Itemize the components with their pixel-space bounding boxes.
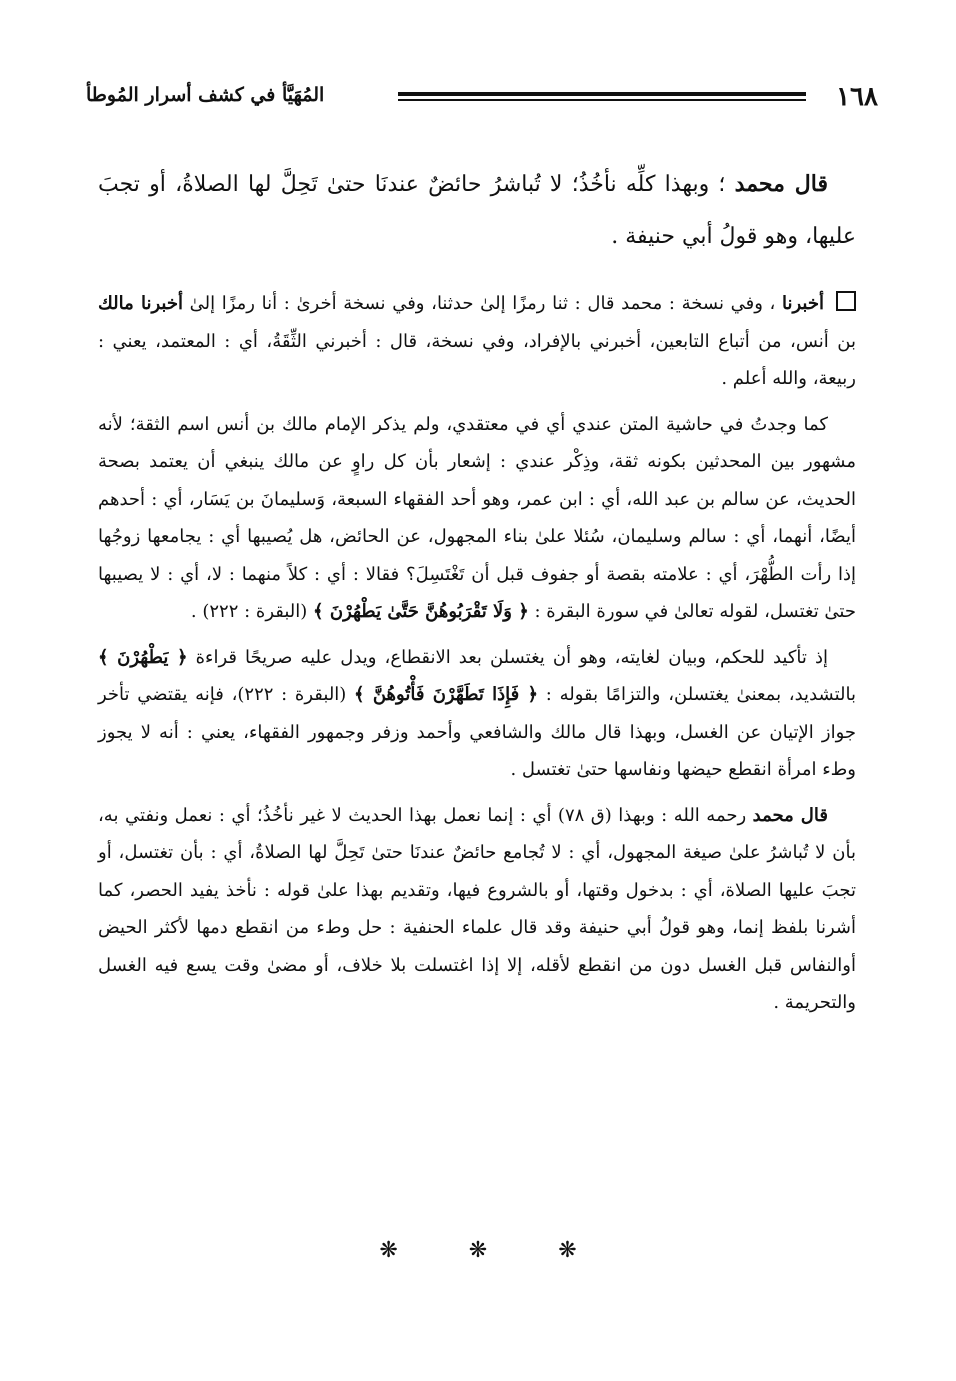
paragraph-text: إذ تأكيد للحكم، وبيان لغايته، وهو أن يغتسلن بعد الانقطاع، ويدل عليه صريحًا قراءة <box>195 646 828 668</box>
square-bullet-icon <box>836 291 856 311</box>
narration-lead: أخبرنا <box>781 293 824 314</box>
header-rule <box>398 92 806 101</box>
paragraph-commentary <box>98 797 856 1022</box>
body-text <box>98 158 856 1030</box>
paragraph-text: ، وفي نسخة : محمد قال : ثنا رمزًا إلىٰ حدثنا، وفي نسخة أخرىٰ : أنا رمزًا إلىٰ <box>189 293 776 314</box>
star-ornament-icon: ❋ <box>468 1238 488 1263</box>
speaker-lead: قال محمد <box>734 171 828 197</box>
verse-reference: (البقرة : ٢٢٢) . <box>190 601 308 622</box>
narration-lead: أخبرنا مالك <box>98 293 183 314</box>
book-title: المُهَيَّأ في كشف أسرار المُوطأ <box>86 84 325 106</box>
running-header <box>86 78 878 118</box>
star-ornament-icon: ❋ <box>379 1238 398 1263</box>
paragraph-text: (البقرة : ٢٢٢)، فإنه يقتضي تأخر جواز الإتيان عن الغسل، وبهذا قال مالك والشافعي وأحمد وزفر وجمهور الفقهاء، يعني : أنه لا يجوز وطء امرأة انقطع حيضها ونفاسها حتىٰ تغتسل . <box>98 684 856 780</box>
quran-verse: ﴿ وَلَا تَقْرَبُوهُنَّ حَتَّىٰ يَطْهُرْنَ ﴾ <box>313 601 529 622</box>
paragraph-text: ؛ وبهذا كلِّه نأخُذُ؛ لا تُباشرُ حائضٌ عندنَا حتىٰ تَحِلَّ لها الصلاةُ، أو تجبَ عليها، وهو قولُ أبي حنيفة . <box>98 172 856 249</box>
paragraph-text: رحمه الله : وبهذا (ق ٧٨) أي : إنما نعمل بهذا الحديث لا غير نأخُذُ؛ أي : نعمل ونفتي به، بأن لا تُباشرُ علىٰ صيغة المجهول، أي : لا تُجامع حائضٌ عندنَا حتىٰ تَحِلَّ لها الصلاةُ، أي : بأن تغتسل، أو تجبَ عليها الصلاة، أي : بدخول وقتها، أو بالشروع فيها، وتقديم بهذا علىٰ قوله : نأخذ يفيد الحصر، كما أشرنا بلفظ إنما، وهو قولُ أبي حنيفة وقد قال علماء الحنفية : حل وطء من انقطع دمها لأكثر الحيض أوالنفاس قبل الغسل دون من انقطع لأقله، إلا إذا اغتسلت بلا خلاف، أو مضىٰ وقت يسع فيه الغسل والتحريمة . <box>98 804 856 1013</box>
paragraph-commentary <box>98 406 856 631</box>
star-ornament-icon: ❋ <box>558 1238 577 1263</box>
paragraph-main-text <box>98 158 856 263</box>
paragraph-commentary <box>98 639 856 789</box>
quran-verse: ﴿ فَإِذَا تَطَهَّرْنَ فَأْتُوهُنَّ ﴾ <box>354 684 539 705</box>
paragraph-commentary <box>98 285 856 398</box>
paragraph-text: بالتشديد، بمعنىٰ يغتسلن، والتزامًا بقوله : <box>545 684 856 705</box>
page-number: ١٦٨ <box>836 82 878 112</box>
quran-verse: ﴿ يَطْهُرْنَ ﴾ <box>98 646 188 668</box>
speaker-lead: قال محمد <box>752 804 828 826</box>
paragraph-text: كما وجدتُ في حاشية المتن عندي أي في معتقدي، ولم يذكر الإمام مالك بن أنس اسم الثقة؛ لأنه مشهور بين المحدثين بكونه ثقة، وذِكْر عندي : إشعار بأن كل راوٍ عن مالك ينبغي أن يعتمد بصحة الحديث، عن سالم بن عبد الله، أي : ابن عمر، وهو أحد الفقهاء السبعة، وَسليمانَ بن يَسَار، أي : أحدهم أيضًا، أنهما، أي : سالم وسليمان، سُئلا علىٰ بناء المجهول، عن الحائض، هل يُصيبها أي : يجامعها زوجُها إذا رأت الطُّهْرَ، أي : علامته بقصة أو جفوف قبل أن تَغْتَسِلَ؟ فقالا : أي : كلاً منهما : لا، أي : لا يصيبها حتىٰ تغتسل، لقوله تعالىٰ في سورة البقرة : <box>98 413 856 622</box>
section-ornament <box>0 1238 956 1263</box>
paragraph-text: بن أنس، من أتباع التابعين، أخبرني بالإفراد، وفي نسخة، قال : أخبرني الثِّقَةُ، أي : المعتمد، يعني : ربيعة، والله أعلم . <box>98 330 856 389</box>
